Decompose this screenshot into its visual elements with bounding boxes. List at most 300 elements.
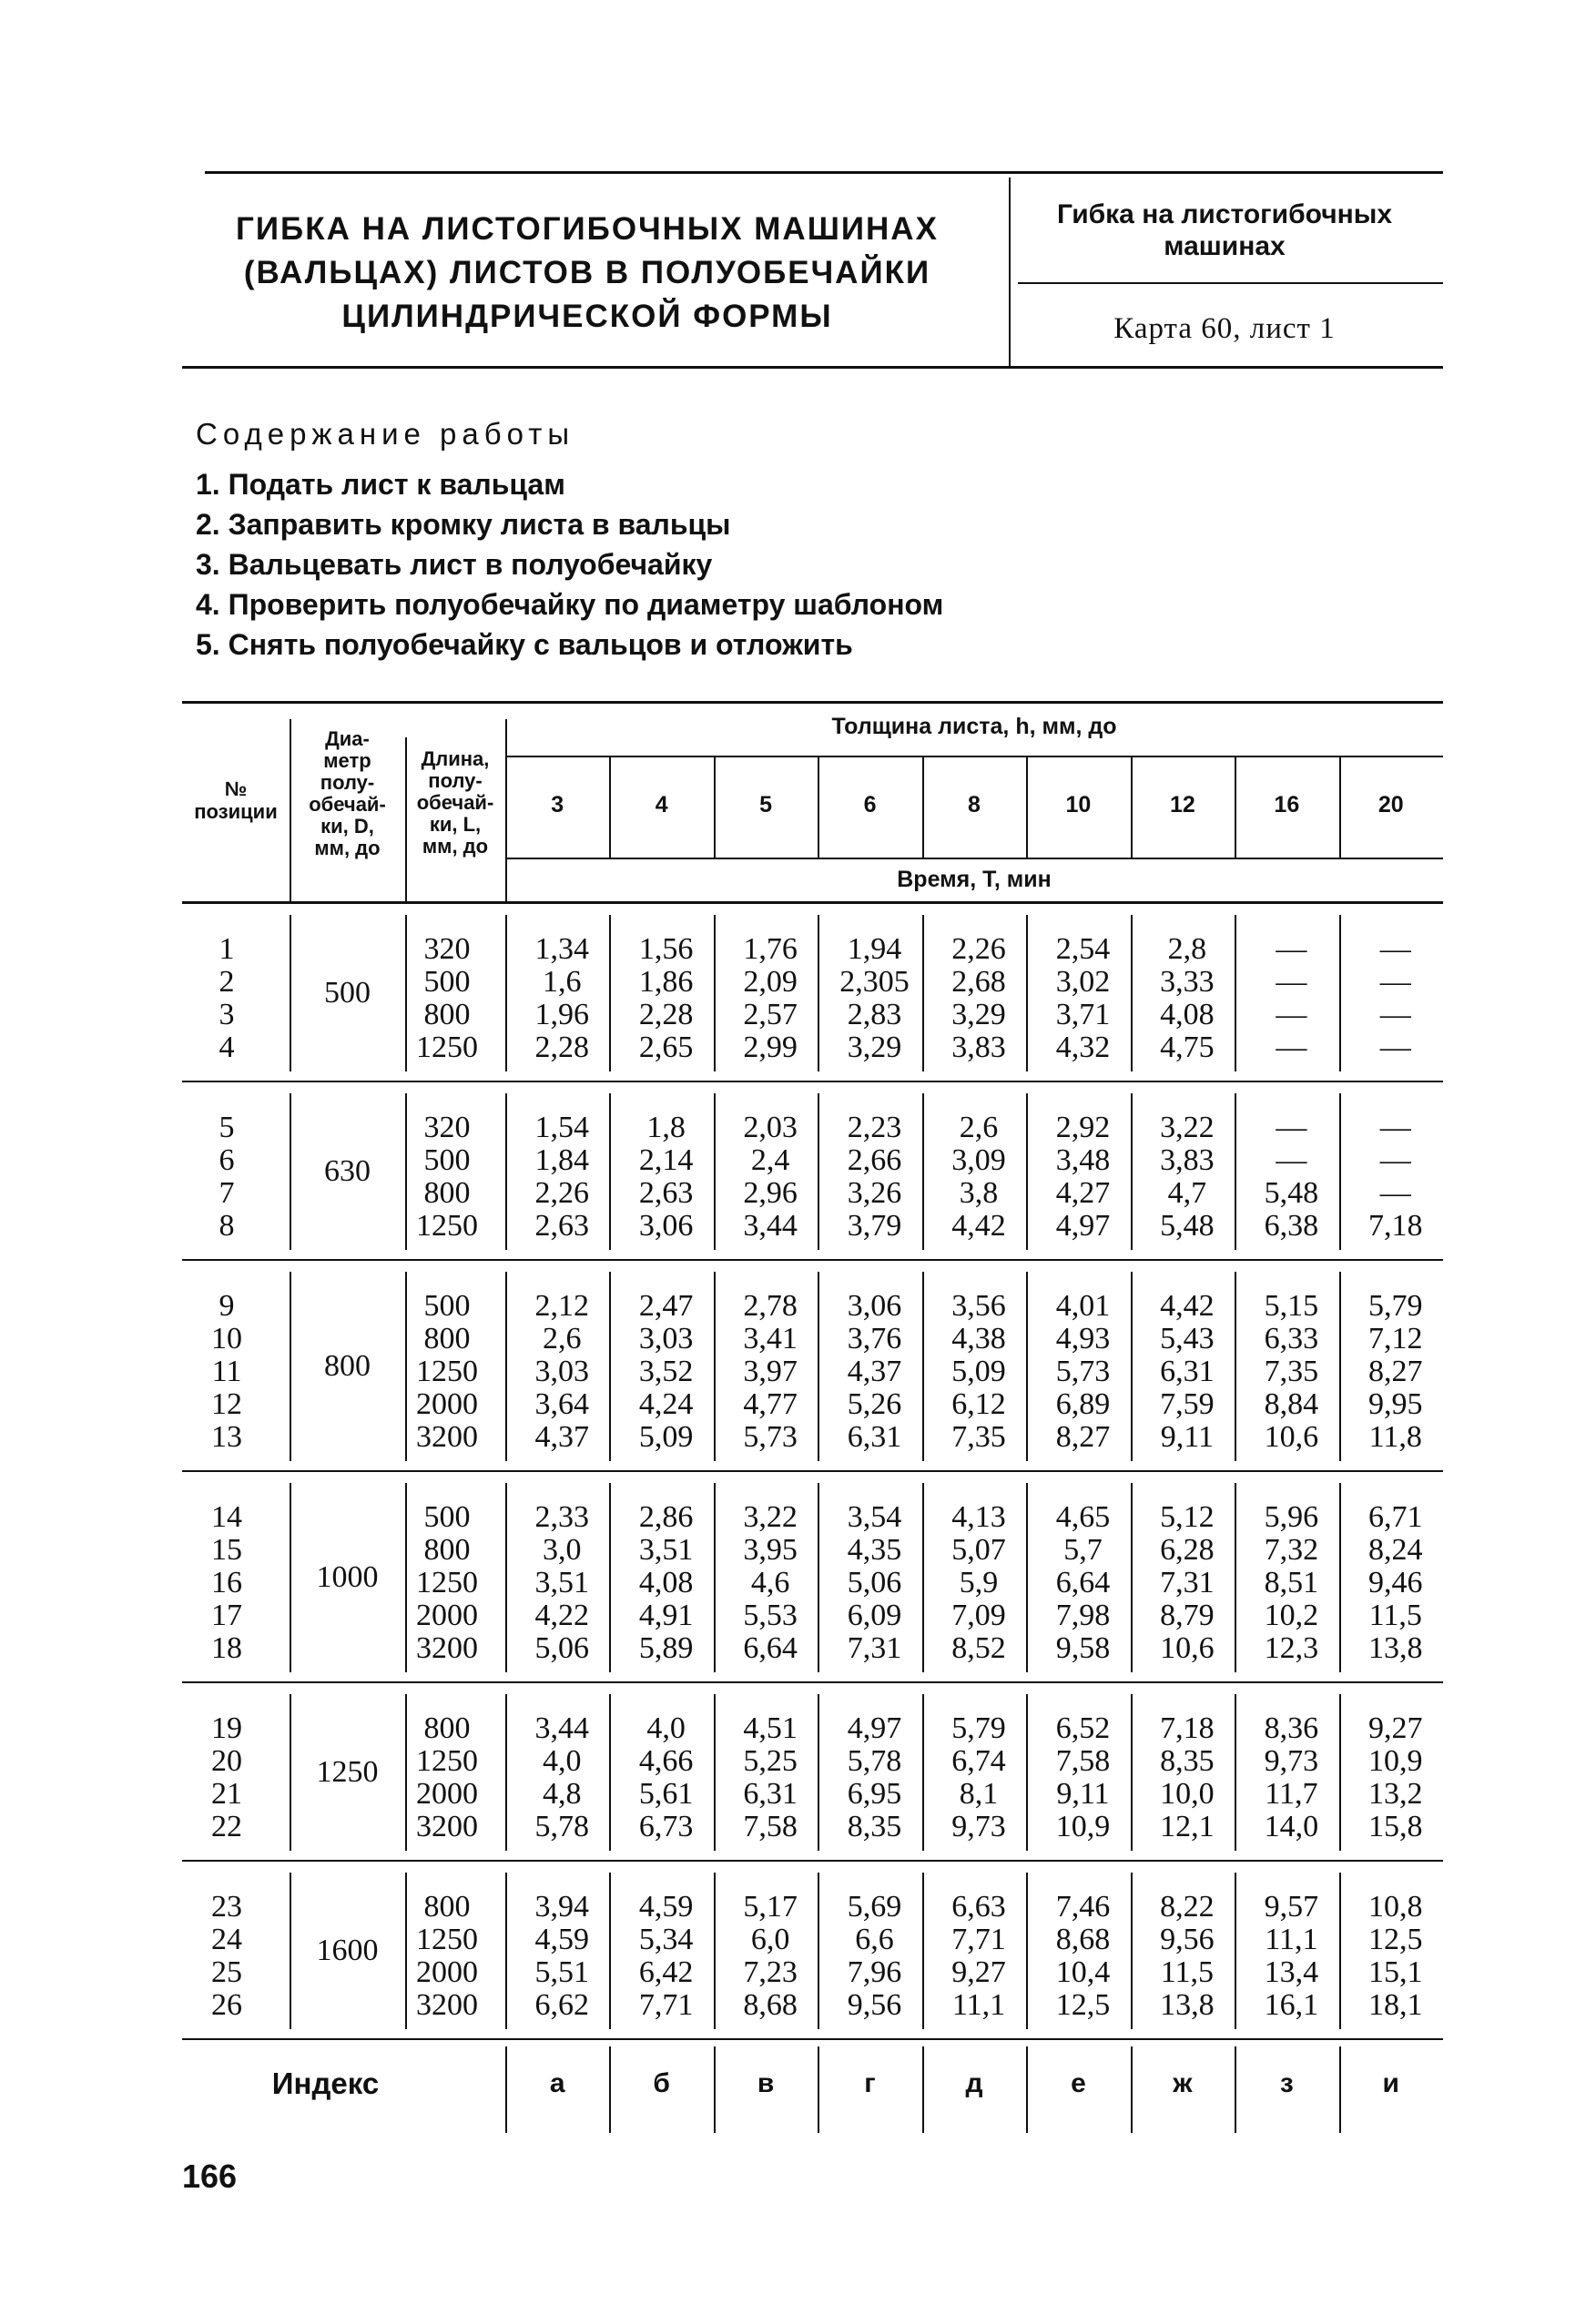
time-value: 5,06 [534, 1631, 589, 1665]
position-number: 19 [211, 1711, 242, 1745]
value-vline [818, 1272, 819, 1461]
time-value: 2,83 [847, 998, 902, 1031]
time-value: 6,71 [1368, 1500, 1423, 1534]
time-value: 7,98 [1055, 1599, 1111, 1632]
time-value: 6,33 [1264, 1322, 1319, 1355]
time-value: 4,7 [1167, 1176, 1207, 1210]
group-vline [290, 1694, 291, 1851]
title-line: ЦИЛИНДРИЧЕСКОЙ ФОРМЫ [341, 299, 833, 334]
time-value: — [1276, 1143, 1307, 1177]
diameter-value: 1000 [316, 1560, 379, 1594]
value-vline [1339, 1483, 1341, 1672]
value-vline [1339, 1272, 1341, 1461]
thickness-value: 3 [551, 792, 564, 817]
time-value: 10,6 [1264, 1420, 1319, 1454]
position-number: 8 [219, 1209, 235, 1243]
group-separator-rule [182, 1681, 1443, 1683]
value-vline [505, 1873, 507, 2029]
time-value: — [1379, 1143, 1411, 1177]
time-value: 2,92 [1055, 1111, 1111, 1144]
length-value: 2000 [416, 1387, 478, 1421]
position-header: позиции [194, 800, 278, 823]
time-value: 7,58 [1055, 1744, 1111, 1778]
time-value: 7,71 [638, 1988, 694, 2022]
header-right-divider [1018, 282, 1443, 284]
time-value: 6,38 [1264, 1209, 1319, 1243]
value-vline [714, 1272, 716, 1461]
time-value: 6,09 [847, 1599, 902, 1632]
time-value: 2,6 [959, 1111, 999, 1144]
time-value: 5,07 [951, 1533, 1006, 1567]
time-value: 7,31 [1160, 1566, 1215, 1599]
time-value: 5,79 [951, 1711, 1006, 1745]
time-value: 4,42 [1160, 1289, 1215, 1323]
position-number: 23 [211, 1890, 242, 1924]
time-value: 18,1 [1368, 1988, 1423, 2022]
time-value: 8,27 [1055, 1420, 1111, 1454]
index-letter: ж [1173, 2068, 1193, 2098]
length-value: 1250 [416, 1209, 478, 1243]
time-value: 3,33 [1160, 965, 1215, 999]
thickness-value: 16 [1274, 792, 1300, 817]
length-value: 320 [423, 1111, 471, 1144]
page-number: 166 [182, 2158, 238, 2195]
group-separator-rule [182, 1860, 1443, 1862]
index-letter: е [1071, 2068, 1086, 2098]
position-number: 1 [219, 932, 235, 966]
time-value: 4,77 [743, 1387, 798, 1421]
length-value: 800 [423, 1890, 471, 1924]
time-value: 4,08 [638, 1566, 694, 1599]
time-value: 4,66 [638, 1744, 694, 1778]
time-value: 6,95 [847, 1777, 902, 1811]
time-value: 9,56 [1160, 1923, 1215, 1956]
value-vline [505, 1694, 507, 1851]
time-value: 4,22 [534, 1599, 589, 1632]
index-vline [922, 2046, 924, 2133]
thickness-value: 10 [1065, 792, 1092, 817]
time-value: 4,35 [847, 1533, 902, 1567]
work-step: 4. Проверить полуобечайку по диаметру шаблоном [196, 588, 944, 621]
time-value: 5,96 [1264, 1500, 1319, 1534]
length-header: обечай- [416, 791, 494, 814]
time-value: 2,28 [638, 998, 694, 1031]
value-vline [1235, 1093, 1236, 1250]
time-value: 11,1 [951, 1988, 1006, 2022]
time-value: 8,68 [1055, 1923, 1111, 1956]
position-number: 16 [211, 1566, 242, 1599]
value-vline [1131, 1272, 1133, 1461]
time-value: 10,9 [1368, 1744, 1423, 1778]
value-vline [1339, 915, 1341, 1071]
time-header-rule [505, 858, 1443, 859]
time-value: 1,8 [646, 1111, 686, 1144]
group-vline [405, 1694, 407, 1851]
time-value: 5,17 [743, 1890, 798, 1924]
position-number: 10 [211, 1322, 242, 1355]
time-norms-table [182, 701, 1443, 2139]
index-letter: в [757, 2068, 775, 2098]
group-vline [405, 1272, 407, 1461]
diameter-value: 630 [324, 1154, 371, 1188]
time-value: 8,36 [1264, 1711, 1319, 1745]
position-number: 21 [211, 1777, 242, 1811]
value-vline [714, 1093, 716, 1250]
time-value: — [1276, 998, 1307, 1031]
time-value: 7,71 [951, 1923, 1006, 1956]
index-letter: а [549, 2068, 565, 2098]
time-value: 4,93 [1055, 1322, 1111, 1355]
value-vline [1235, 915, 1236, 1071]
value-vline [922, 1093, 924, 1250]
index-vline [1026, 2046, 1028, 2133]
time-value: 3,06 [847, 1289, 902, 1323]
page-title [205, 208, 970, 339]
time-value: — [1276, 1031, 1307, 1064]
value-vline [1131, 1873, 1133, 2029]
length-value: 800 [423, 1322, 471, 1355]
value-vline [1131, 1483, 1133, 1672]
time-value: 3,95 [743, 1533, 798, 1567]
time-value: 4,42 [951, 1209, 1006, 1243]
time-value: 5,89 [638, 1631, 694, 1665]
length-value: 3200 [416, 1810, 478, 1843]
time-value: 2,96 [743, 1176, 798, 1210]
value-vline [1131, 915, 1133, 1071]
time-value: 4,65 [1055, 1500, 1111, 1534]
time-value: 2,63 [638, 1176, 694, 1210]
length-value: 500 [423, 1143, 471, 1177]
time-value: 10,2 [1264, 1599, 1319, 1632]
value-vline [1131, 1093, 1133, 1250]
time-value: 6,52 [1055, 1711, 1111, 1745]
time-value: 10,9 [1055, 1810, 1111, 1843]
length-value: 1250 [416, 1566, 478, 1599]
time-value: 9,11 [1160, 1420, 1214, 1454]
index-vline [1131, 2046, 1133, 2133]
thickness-vline [609, 757, 611, 858]
time-value: 7,35 [951, 1420, 1006, 1454]
time-value: 2,8 [1167, 932, 1207, 966]
time-value: 2,33 [534, 1500, 589, 1534]
time-value: 3,51 [534, 1566, 589, 1599]
time-value: 7,59 [1160, 1387, 1215, 1421]
time-value: 2,28 [534, 1031, 589, 1064]
table-top-rule [182, 701, 1443, 704]
time-value: 5,73 [1055, 1355, 1111, 1388]
group-vline [290, 1272, 291, 1461]
time-value: 6,73 [638, 1810, 694, 1843]
time-value: 2,14 [638, 1143, 694, 1177]
time-value: 1,54 [534, 1111, 589, 1144]
length-value: 2000 [416, 1777, 478, 1811]
value-vline [1026, 1093, 1028, 1250]
time-value: 2,63 [534, 1209, 589, 1243]
work-step: 2. Заправить кромку листа в вальцы [196, 508, 731, 541]
value-vline [609, 1483, 611, 1672]
time-value: 5,78 [534, 1810, 589, 1843]
time-value: 7,18 [1368, 1209, 1423, 1243]
length-value: 2000 [416, 1599, 478, 1632]
time-value: 12,5 [1055, 1988, 1111, 2022]
time-value: 4,97 [847, 1711, 902, 1745]
value-vline [609, 1272, 611, 1461]
time-value: 1,6 [542, 965, 582, 999]
time-value: 7,46 [1055, 1890, 1111, 1924]
time-value: 1,86 [638, 965, 694, 999]
time-value: 2,4 [750, 1143, 790, 1177]
time-value: 3,26 [847, 1176, 902, 1210]
time-value: 4,32 [1055, 1031, 1111, 1064]
value-vline [1235, 1694, 1236, 1851]
time-value: 3,83 [1160, 1143, 1215, 1177]
time-value: 3,29 [847, 1031, 902, 1064]
position-number: 7 [219, 1176, 235, 1210]
time-value: 9,58 [1055, 1631, 1111, 1665]
time-value: 6,64 [743, 1631, 798, 1665]
thickness-value: 6 [863, 792, 877, 817]
thickness-vline [1026, 757, 1028, 858]
time-value: 11,5 [1160, 1955, 1214, 1989]
thickness-value: 12 [1169, 792, 1195, 817]
time-value: — [1276, 1111, 1307, 1144]
time-value: 6,89 [1055, 1387, 1111, 1421]
time-value: 3,64 [534, 1387, 589, 1421]
value-vline [818, 1483, 819, 1672]
value-vline [922, 1873, 924, 2029]
time-value: 4,0 [646, 1711, 686, 1745]
group-separator-rule [182, 1470, 1443, 1472]
diameter-header: обечай- [309, 793, 386, 816]
category-line: Гибка на листогибочных [1056, 199, 1393, 229]
length-value: 500 [423, 1500, 471, 1534]
value-vline [1026, 1873, 1028, 2029]
time-value: 4,6 [750, 1566, 790, 1599]
time-value: 5,61 [638, 1777, 694, 1811]
header-top-rule [205, 171, 1443, 174]
time-value: 2,66 [847, 1143, 902, 1177]
time-value: 3,03 [638, 1322, 694, 1355]
length-value: 2000 [416, 1955, 478, 1989]
length-value: 3200 [416, 1631, 478, 1665]
time-value: 13,8 [1368, 1631, 1423, 1665]
diameter-value: 1250 [316, 1755, 379, 1789]
time-value: 2,47 [638, 1289, 694, 1323]
time-value: 7,09 [951, 1599, 1006, 1632]
time-value: 1,96 [534, 998, 589, 1031]
time-value: 8,68 [743, 1988, 798, 2022]
time-value: 2,6 [542, 1322, 582, 1355]
time-value: 13,2 [1368, 1777, 1423, 1811]
time-value: 1,94 [847, 932, 902, 966]
time-value: 6,31 [847, 1420, 902, 1454]
header-vline [290, 719, 291, 901]
length-value: 1250 [416, 1355, 478, 1388]
time-value: 6,0 [750, 1923, 790, 1956]
value-vline [1026, 915, 1028, 1071]
time-value: 3,44 [534, 1711, 589, 1745]
time-value: 9,73 [951, 1810, 1006, 1843]
work-steps-list [196, 464, 943, 665]
time-value: 4,24 [638, 1387, 694, 1421]
time-value: 5,51 [534, 1955, 589, 1989]
position-number: 11 [211, 1355, 242, 1388]
time-value: 2,26 [951, 932, 1006, 966]
time-value: 6,6 [855, 1923, 894, 1956]
diameter-header: мм, до [314, 837, 381, 859]
time-value: 2,26 [534, 1176, 589, 1210]
value-vline [505, 915, 507, 1071]
thickness-header: Толщина листа, h, мм, до [831, 714, 1117, 739]
value-vline [818, 915, 819, 1071]
time-value: 10,0 [1160, 1777, 1215, 1811]
index-vline [714, 2046, 716, 2133]
value-vline [1026, 1694, 1028, 1851]
time-value: 2,03 [743, 1111, 798, 1144]
time-value: 5,7 [1063, 1533, 1103, 1567]
index-letter: д [965, 2068, 983, 2098]
position-number: 26 [211, 1988, 242, 2022]
length-value: 800 [423, 1533, 471, 1567]
diameter-value: 500 [324, 976, 371, 1010]
index-letter: б [653, 2068, 670, 2098]
time-value: 3,0 [542, 1533, 582, 1567]
value-vline [1235, 1483, 1236, 1672]
time-value: 7,32 [1264, 1533, 1319, 1567]
position-number: 2 [219, 965, 235, 999]
group-vline [290, 915, 291, 1071]
time-value: 9,56 [847, 1988, 902, 2022]
work-content-title: Содержание работы [196, 417, 575, 451]
length-value: 3200 [416, 1988, 478, 2022]
index-vline [818, 2046, 819, 2133]
length-value: 800 [423, 1176, 471, 1210]
time-value: — [1379, 1111, 1411, 1144]
length-value: 800 [423, 998, 471, 1031]
time-value: 2,65 [638, 1031, 694, 1064]
index-letter: з [1279, 2068, 1294, 2098]
position-number: 6 [219, 1143, 235, 1177]
time-value: 5,26 [847, 1387, 902, 1421]
time-value: 2,23 [847, 1111, 902, 1144]
header-vline [405, 737, 407, 901]
time-value: 6,63 [951, 1890, 1006, 1924]
length-value: 500 [423, 1289, 471, 1323]
value-vline [1026, 1483, 1028, 1672]
group-vline [405, 1873, 407, 2029]
group-vline [290, 1483, 291, 1672]
value-vline [505, 1272, 507, 1461]
time-value: 3,51 [638, 1533, 694, 1567]
time-value: 7,35 [1264, 1355, 1319, 1388]
value-vline [818, 1694, 819, 1851]
header-bottom-rule [182, 366, 1443, 369]
group-vline [405, 1093, 407, 1250]
position-number: 12 [211, 1387, 242, 1421]
value-vline [1026, 1272, 1028, 1461]
time-value: 3,71 [1055, 998, 1111, 1031]
diameter-header: Диа- [325, 727, 370, 750]
thickness-vline [1235, 757, 1236, 858]
time-value: 5,48 [1160, 1209, 1215, 1243]
length-value: 3200 [416, 1420, 478, 1454]
time-value: 5,09 [638, 1420, 694, 1454]
index-vline [609, 2046, 611, 2133]
time-value: 10,4 [1055, 1955, 1111, 1989]
length-header: ки, L, [429, 813, 482, 836]
index-letter: г [864, 2068, 876, 2098]
value-vline [922, 915, 924, 1071]
length-value: 1250 [416, 1744, 478, 1778]
work-step: 3. Вальцевать лист в полуобечайку [196, 548, 713, 581]
time-value: 10,6 [1160, 1631, 1215, 1665]
time-value: 4,59 [638, 1890, 694, 1924]
time-value: 5,79 [1368, 1289, 1423, 1323]
time-value: 3,22 [1160, 1111, 1215, 1144]
position-number: 9 [219, 1289, 235, 1323]
header-vline [505, 719, 507, 901]
group-vline [405, 915, 407, 1071]
position-number: 4 [219, 1031, 235, 1064]
thickness-vline [922, 757, 924, 858]
time-value: 1,76 [743, 932, 798, 966]
time-value: 1,56 [638, 932, 694, 966]
time-value: 7,31 [847, 1631, 902, 1665]
thickness-vline [818, 757, 819, 858]
time-value: 16,1 [1264, 1988, 1319, 2022]
time-value: 11,5 [1368, 1599, 1422, 1632]
diameter-value: 1600 [316, 1934, 379, 1967]
time-value: 4,37 [847, 1355, 902, 1388]
value-vline [922, 1272, 924, 1461]
time-value: — [1379, 1031, 1411, 1064]
time-value: 3,44 [743, 1209, 798, 1243]
index-vline [505, 2046, 507, 2133]
time-value: 3,09 [951, 1143, 1006, 1177]
time-value: 3,56 [951, 1289, 1006, 1323]
length-value: 1250 [416, 1923, 478, 1956]
time-value: 5,78 [847, 1744, 902, 1778]
value-vline [1235, 1272, 1236, 1461]
position-number: 25 [211, 1955, 242, 1989]
time-value: 3,06 [638, 1209, 694, 1243]
length-header: Длина, [421, 747, 490, 770]
group-separator-rule [182, 1259, 1443, 1261]
time-value: 5,53 [743, 1599, 798, 1632]
index-vline [1339, 2046, 1341, 2133]
time-value: 3,02 [1055, 965, 1111, 999]
position-number: 17 [211, 1599, 242, 1632]
time-value: 8,51 [1264, 1566, 1319, 1599]
position-number: 3 [219, 998, 235, 1031]
time-value: 11,1 [1265, 1923, 1318, 1956]
time-value: 6,31 [1160, 1355, 1215, 1388]
time-value: 3,54 [847, 1500, 902, 1534]
time-value: 4,01 [1055, 1289, 1111, 1323]
time-value: 8,35 [847, 1810, 902, 1843]
position-header: № [224, 777, 248, 800]
time-value: 9,11 [1056, 1777, 1110, 1811]
time-value: 9,73 [1264, 1744, 1319, 1778]
value-vline [714, 1873, 716, 2029]
time-value: 7,96 [847, 1955, 902, 1989]
time-value: 9,46 [1368, 1566, 1423, 1599]
work-step: 1. Подать лист к вальцам [196, 468, 565, 501]
value-vline [609, 1694, 611, 1851]
thickness-value: 5 [759, 792, 773, 817]
category-line: машинах [1164, 231, 1286, 261]
time-value: 9,27 [951, 1955, 1006, 1989]
